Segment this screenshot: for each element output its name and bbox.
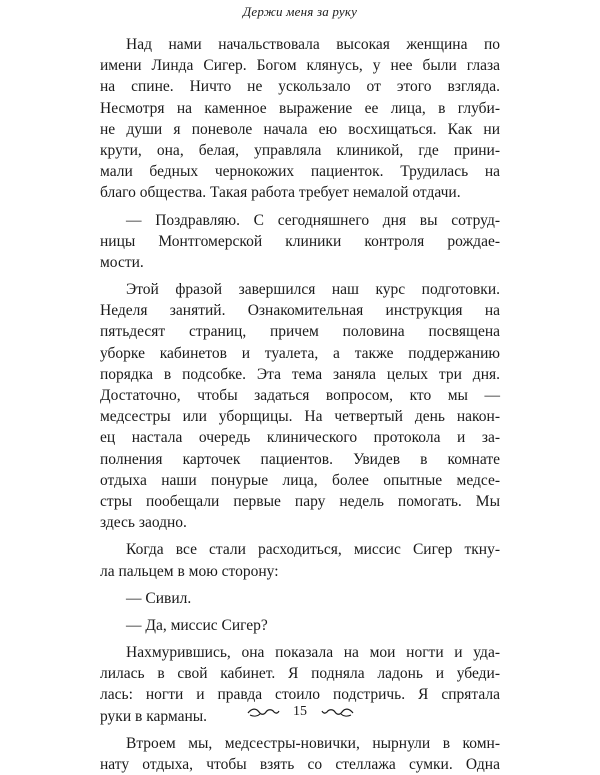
- text-line: лилась в свой кабинет. Я подняла ладонь и убеди-: [100, 665, 500, 683]
- text-line: ницы Монтгомерской клиники контроля рождае-: [100, 232, 500, 250]
- text-line: Над нами начальствовала высокая женщина по: [126, 36, 500, 53]
- text-line: пятьдесят страниц, причем половина посвящена: [100, 323, 500, 341]
- text-line: ла пальцем в мою сторону:: [100, 562, 279, 580]
- text-line: Достаточно, чтобы задаться вопросом, кто мы —: [100, 387, 500, 404]
- text-line: здесь заодно.: [100, 514, 187, 532]
- text-line: нату отдыха, чтобы взять со стеллажа сумки. Одна: [100, 756, 500, 773]
- text-line: лась: ногти и правда стоило подстричь. Я спрятала: [100, 686, 500, 704]
- flourish-icon: [321, 706, 355, 718]
- text-line: Несмотря на каменное выражение ее лица, в глуби-: [100, 99, 500, 117]
- text-line: порядка в подсобке. Эта тема заняла целых три дня.: [100, 365, 500, 383]
- flourish-icon: [246, 706, 280, 718]
- text-line: — Поздравляю. С сегодняшнего дня вы сотруд-: [126, 211, 500, 229]
- text-line: не души я поневоле начала ею восхищаться. Как ни: [100, 120, 500, 138]
- text-line: на спине. Ничто не ускользало от этого взгляда.: [100, 78, 500, 96]
- text-line: полнения карточек пациентов. Увидев в комнате: [100, 450, 500, 468]
- text-line: — Сивил.: [126, 589, 192, 607]
- text-line: Этой фразой завершился наш курс подготовки.: [126, 281, 500, 299]
- text-line: мости.: [100, 253, 144, 271]
- text-line: Нахмурившись, она показала на мои ногти и уда-: [126, 644, 500, 662]
- text-line: отдыха наши понурые лица, более опытные медсе-: [100, 471, 500, 489]
- text-line: уборке кабинетов и туалета, а также поддержанию: [100, 344, 500, 362]
- page-footer: [0, 704, 600, 720]
- text-line: Втроем мы, медсестры-новички, нырнули в комн-: [126, 734, 500, 752]
- text-line: Когда все стали расходиться, миссис Сигер ткну-: [126, 541, 500, 559]
- text-line: стры пообещали первые пару недель помогать. Мы: [100, 492, 500, 510]
- running-header: Держи меня за руку: [242, 4, 358, 19]
- text-line: благо общества. Такая работа требует немалой отдачи.: [100, 184, 461, 202]
- text-line: Неделя занятий. Ознакомительная инструкция на: [100, 302, 500, 320]
- body-text: [100, 34, 500, 775]
- text-line: крути, она, белая, управляла клиникой, где прини-: [100, 141, 500, 159]
- text-line: ец настала очередь клинического протокола и за-: [100, 429, 500, 447]
- text-line: руки в карманы.: [100, 707, 208, 725]
- text-line: медсестры или уборщицы. На четвертый день након-: [100, 408, 500, 426]
- text-line: — Да, миссис Сигер?: [126, 616, 268, 634]
- text-line: имени Линда Сигер. Богом клянусь, у нее были глаза: [100, 57, 500, 75]
- page-number: 15: [293, 704, 307, 719]
- text-line: мали бедных чернокожих пациенток. Трудилась на: [100, 163, 500, 181]
